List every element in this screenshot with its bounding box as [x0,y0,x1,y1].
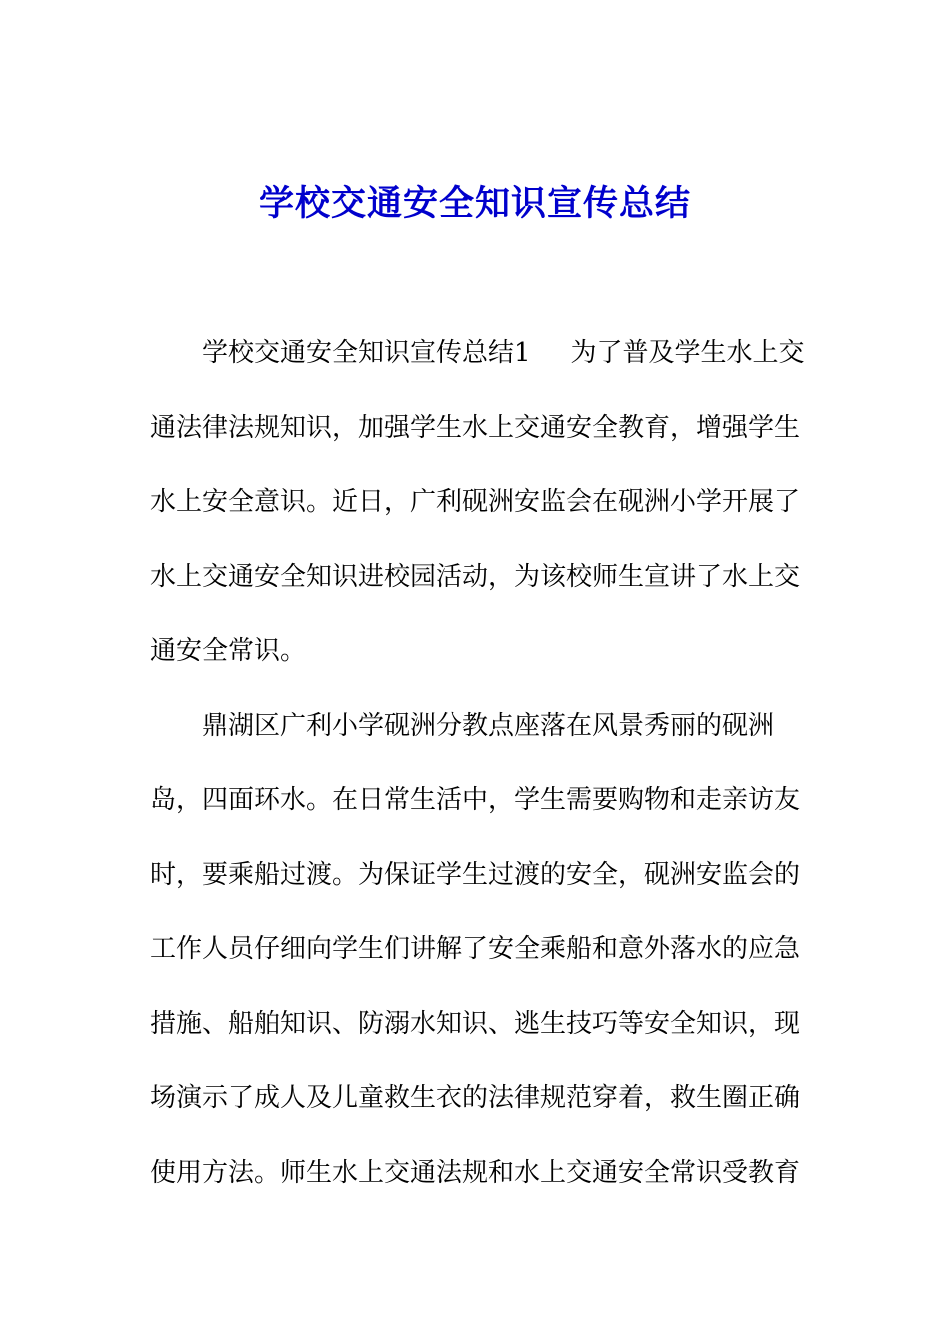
paragraph-1-heading: 学校交通安全知识宣传总结1 [202,338,531,368]
paragraph-1-line-1-text: 为了普及学生水上交 [570,338,805,368]
paragraph-2-line-1: 鼎湖区广利小学砚洲分教点座落在风景秀丽的砚洲 [202,710,775,741]
paragraph-1-line-1 [150,328,810,403]
paragraph-1-line-3: 水上安全意识。近日，广利砚洲安监会在砚洲小学开展了 [150,487,801,517]
paragraph-2-line-5: 措施、船舶知识、防溺水知识、逃生技巧等安全知识，现 [150,1008,801,1039]
paragraph-2-line-3: 时，要乘船过渡。为保证学生过渡的安全，砚洲安监会的 [150,859,801,890]
paragraph-2-line-2: 岛，四面环水。在日常生活中，学生需要购物和走亲访友 [150,785,801,815]
paragraph-1-line-2: 通法律法规知识，加强学生水上交通安全教育，增强学生 [150,412,801,443]
document-title: 学校交通安全知识宣传总结 [258,183,691,224]
paragraph-2-line-4: 工作人员仔细向学生们讲解了安全乘船和意外落水的应急 [150,934,801,964]
paragraph-1-line-5: 通安全常识。 [150,636,307,666]
document-body [150,328,810,1222]
paragraph-2-line-7: 使用方法。师生水上交通法规和水上交通安全常识受教育 [150,1157,801,1188]
paragraph-1-line-4: 水上交通安全知识进校园活动，为该校师生宣讲了水上交 [150,561,801,592]
paragraph-2-line-6: 场演示了成人及儿童救生衣的法律规范穿着，救生圈正确 [150,1083,801,1113]
